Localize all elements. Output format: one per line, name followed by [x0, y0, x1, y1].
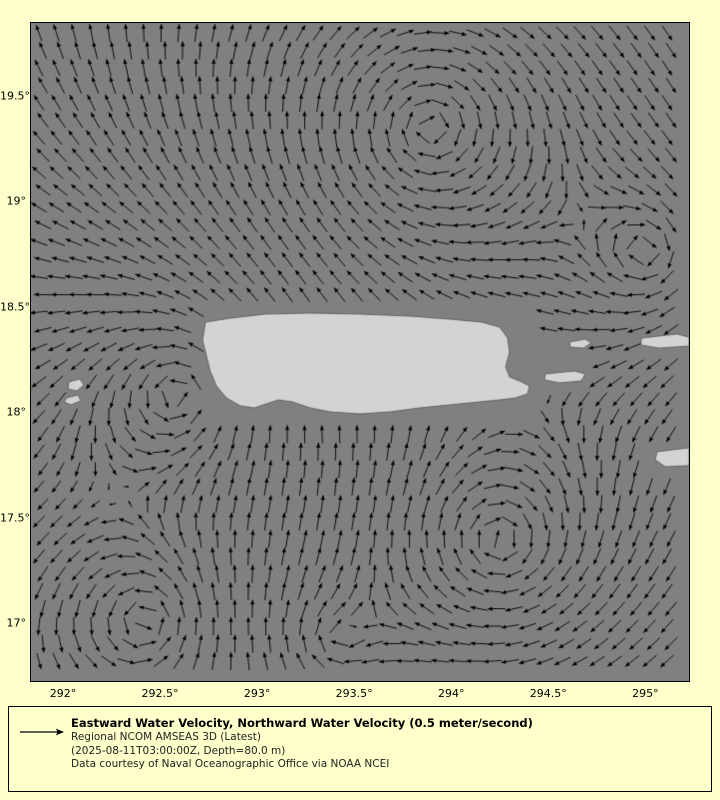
longitude-tick-label: 293° — [243, 687, 271, 700]
legend-dataset-line: Regional NCOM AMSEAS 3D (Latest) — [71, 731, 261, 743]
longitude-tick-label: 294.5° — [529, 687, 567, 700]
latitude-tick-label: 19.5° — [0, 89, 30, 103]
latitude-tick-label: 17.5° — [0, 511, 30, 525]
latitude-tick-label: 19° — [6, 194, 26, 208]
latitude-tick-label: 17° — [6, 616, 26, 630]
longitude-tick-label: 292° — [49, 687, 77, 700]
legend-panel — [8, 706, 712, 792]
legend-credit-line: Data courtesy of Naval Oceanographic Office via NOAA NCEI — [71, 758, 390, 770]
latitude-tick-label: 18.5° — [0, 300, 30, 314]
longitude-tick-label: 295° — [632, 687, 659, 700]
longitude-tick-label: 294° — [437, 687, 465, 700]
longitude-tick-label: 292.5° — [141, 687, 179, 700]
longitude-tick-label: 293.5° — [335, 687, 373, 700]
legend-time-depth-line: (2025-08-11T03:00:00Z, Depth=80.0 m) — [71, 744, 286, 757]
land-mask-layer — [31, 23, 689, 681]
map-plot-area[interactable] — [30, 22, 690, 682]
legend-title: Eastward Water Velocity, Northward Water Velocity (0.5 meter/second) — [71, 716, 533, 730]
latitude-tick-label: 18° — [6, 405, 26, 419]
vector-arrow-icon — [19, 725, 65, 739]
legend-text-block — [71, 716, 701, 772]
